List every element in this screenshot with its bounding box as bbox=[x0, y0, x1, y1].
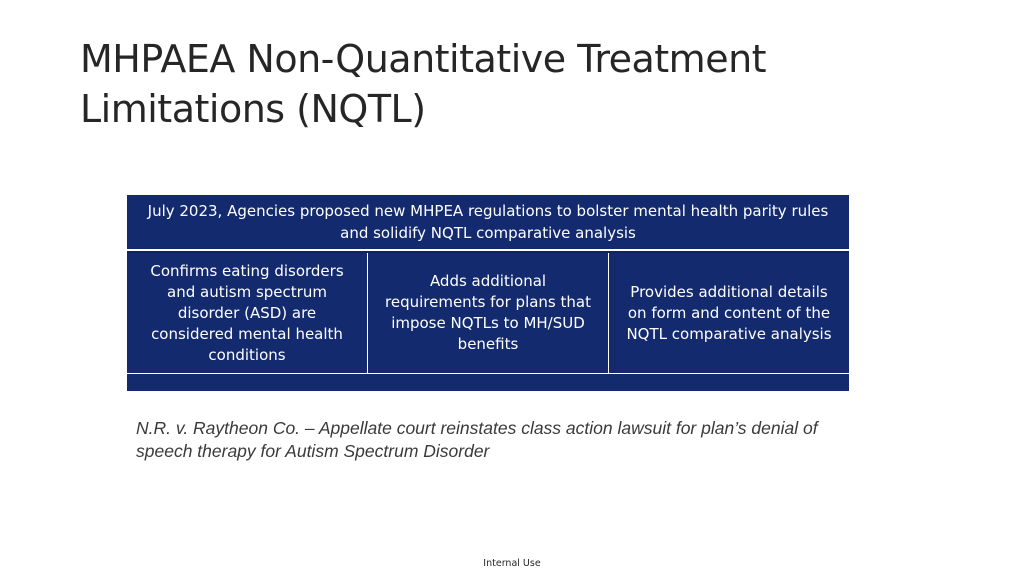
slide-title: MHPAEA Non-Quantitative Treatment Limitations (NQTL) bbox=[80, 37, 767, 131]
diagram-cell-comparative-analysis-details: Provides additional details on form and content of the NQTL comparative analysis bbox=[609, 253, 849, 373]
diagram-cells-row bbox=[127, 253, 849, 373]
diagram-cell-eating-disorders-asd: Confirms eating disorders and autism spectrum disorder (ASD) are considered mental health conditions bbox=[127, 253, 368, 373]
footer-classification: Internal Use bbox=[483, 558, 541, 569]
case-note: N.R. v. Raytheon Co. – Appellate court reinstates class action lawsuit for plan’s denial of speech therapy for Autism Spectrum Disorder bbox=[136, 418, 818, 461]
diagram-header: July 2023, Agencies proposed new MHPEA regulations to bolster mental health parity rules and solidify NQTL comparative analysis bbox=[127, 195, 849, 251]
diagram-footer-bar bbox=[127, 373, 849, 391]
nqtl-diagram bbox=[127, 195, 849, 391]
diagram-cell-additional-requirements: Adds additional requirements for plans that impose NQTLs to MH/SUD benefits bbox=[368, 253, 609, 373]
